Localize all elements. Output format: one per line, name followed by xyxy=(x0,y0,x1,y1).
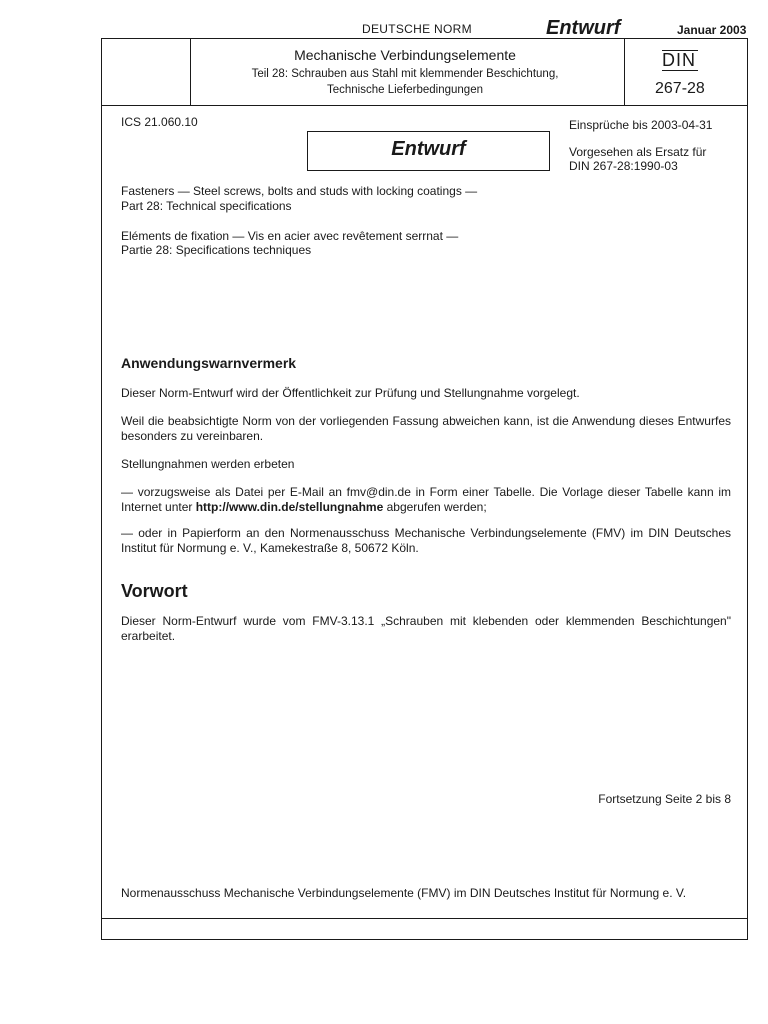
ics-code: ICS 21.060.10 xyxy=(121,115,198,129)
objection-deadline: Einsprüche bis 2003-04-31 xyxy=(569,118,713,132)
standard-number: 267-28 xyxy=(655,80,705,97)
header-divider xyxy=(101,105,748,106)
replacement-note-line1: Vorgesehen als Ersatz für xyxy=(569,145,707,159)
continuation-note: Fortsetzung Seite 2 bis 8 xyxy=(598,792,731,806)
din-logo-underline xyxy=(662,70,698,71)
english-title-line1: Fasteners — Steel screws, bolts and studs with locking coatings — xyxy=(121,184,478,198)
email-submission-text: — vorzugsweise als Datei per E-Mail an fmv@din.de in Form einer Tabelle. Die Vorlage dieser Tabelle kann im Internet unter xyxy=(121,485,731,514)
warning-paragraph-4 xyxy=(121,485,731,515)
warning-paragraph-2: Weil die beabsichtigte Norm von der vorliegenden Fassung abweichen kann, ist die Anwendung dieses Entwurfes besonders zu vereinbaren. xyxy=(121,414,731,443)
warning-paragraph-5: — oder in Papierform an den Normenausschuss Mechanische Verbindungselemente (FMV) im DIN Deutsches Institut für Normung e. V., Kamekestraße 8, 50672 Köln. xyxy=(121,526,731,555)
feedback-url-link[interactable]: http://www.din.de/stellungnahme xyxy=(195,500,384,514)
din-logo: DIN xyxy=(662,50,696,70)
document-subtitle-line2: Technische Lieferbedingungen xyxy=(326,84,483,96)
french-title-line1: Eléments de fixation — Vis en acier avec revêtement serrnat — xyxy=(121,229,459,243)
foreword-paragraph: Dieser Norm-Entwurf wurde vom FMV-3.13.1 „Schrauben mit klebenden oder klemmenden Beschichtungen" erarbeitet. xyxy=(121,614,731,643)
norm-type-label: DEUTSCHE NORM xyxy=(362,22,472,36)
draft-label: Entwurf xyxy=(546,17,621,39)
foreword-heading: Vorwort xyxy=(121,581,188,601)
english-title-line2: Part 28: Technical specifications xyxy=(121,199,292,213)
committee-footer: Normenausschuss Mechanische Verbindungselemente (FMV) im DIN Deutsches Institut für Normung e. V. xyxy=(121,886,687,900)
draft-stamp-label: Entwurf xyxy=(391,138,466,160)
warning-paragraph-1: Dieser Norm-Entwurf wird der Öffentlichkeit zur Prüfung und Stellungnahme vorgelegt. xyxy=(121,386,580,400)
replacement-note-line2: DIN 267-28:1990-03 xyxy=(569,159,678,173)
french-title-line2: Partie 28: Specifications techniques xyxy=(121,243,312,257)
warning-heading: Anwendungswarnvermerk xyxy=(121,355,297,371)
document-subtitle-line1: Teil 28: Schrauben aus Stahl mit klemmender Beschichtung, xyxy=(251,68,559,80)
header-right-divider xyxy=(624,38,625,106)
document-title: Mechanische Verbindungselemente xyxy=(294,47,516,63)
issue-date: Januar 2003 xyxy=(677,23,747,37)
warning-paragraph-3: Stellungnahmen werden erbeten xyxy=(121,457,295,471)
footer-divider xyxy=(101,918,748,919)
email-submission-text-end: abgerufen werden; xyxy=(383,500,487,514)
